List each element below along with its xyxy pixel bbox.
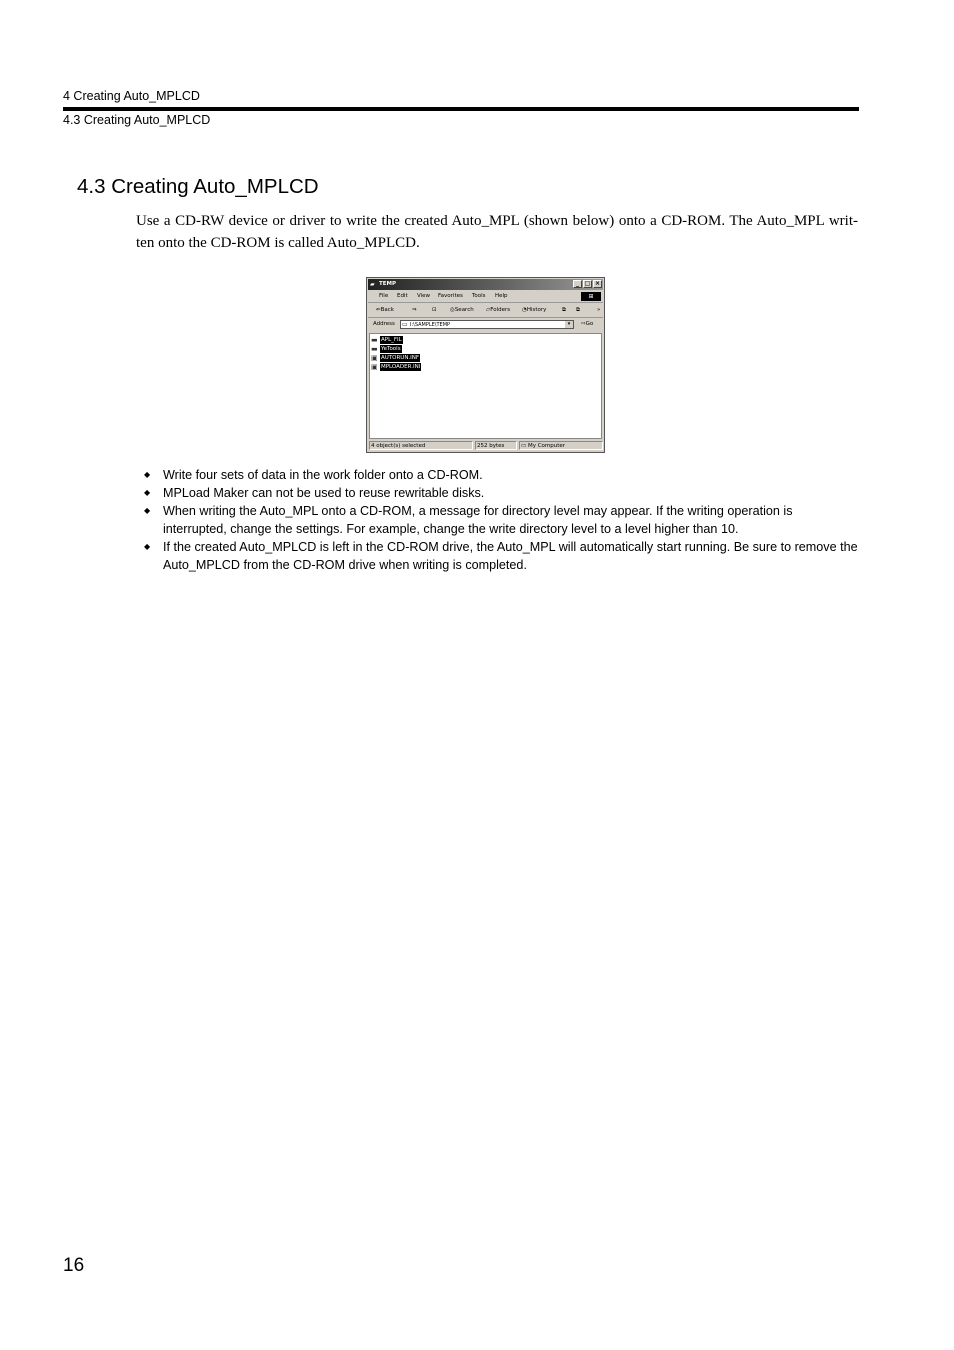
status-size: 252 bytes <box>475 441 517 450</box>
running-head-section: 4.3 Creating Auto_MPLCD <box>63 113 211 127</box>
file-name: AUTORUN.INF <box>381 355 420 361</box>
status-location <box>519 441 603 450</box>
search-label: Search <box>454 307 474 313</box>
folder-icon: ▰ <box>370 281 375 288</box>
folders-icon: ▱ <box>486 307 491 313</box>
copy-to-icon[interactable]: ⧉ <box>576 307 580 313</box>
more-button[interactable]: » <box>597 307 601 313</box>
close-button[interactable]: × <box>594 280 601 287</box>
history-button[interactable] <box>522 307 546 313</box>
search-button[interactable] <box>450 307 474 313</box>
menu-favorites[interactable]: Favorites <box>438 293 463 299</box>
dropdown-arrow-icon[interactable]: ▾ <box>565 321 573 328</box>
settings-file-icon: ▣ <box>371 363 378 371</box>
go-label: Go <box>585 321 594 327</box>
address-label: Address <box>373 321 395 327</box>
bullet-icon: ◆ <box>144 470 151 479</box>
status-selected: 4 object(s) selected <box>369 441 473 450</box>
file-name: APL_FIL <box>381 337 402 343</box>
title-bar <box>368 279 603 290</box>
menu-view[interactable]: View <box>417 293 431 299</box>
list-item <box>144 502 859 538</box>
list-item[interactable] <box>371 336 403 344</box>
header-rule <box>63 107 859 111</box>
forward-button[interactable]: ⇒ <box>412 307 417 313</box>
list-item <box>144 538 859 574</box>
folder-icon: ▭ <box>402 321 408 328</box>
menu-file[interactable]: File <box>379 293 389 299</box>
list-item[interactable] <box>371 354 420 362</box>
settings-file-icon: ▣ <box>371 354 378 362</box>
note-text: MPLoad Maker can not be used to reuse rewritable disks. <box>163 486 485 500</box>
file-name: YeTools <box>381 346 401 352</box>
file-name: MPLOADER.INI <box>381 364 421 370</box>
menu-bar <box>368 291 603 303</box>
note-text: When writing the Auto_MPL onto a CD-ROM, a message for directory level may appear. If the writing operation is interrupted, change the settings. For example, change the write directory level to a level higher than 10. <box>163 504 793 536</box>
menu-edit[interactable]: Edit <box>397 293 408 299</box>
menu-tools[interactable]: Tools <box>472 293 486 299</box>
running-head-chapter: 4 Creating Auto_MPLCD <box>63 89 200 103</box>
computer-icon: ▭ <box>521 443 527 449</box>
page-number: 16 <box>63 1255 85 1276</box>
folders-label: Folders <box>490 307 511 313</box>
bullet-icon: ◆ <box>144 488 151 497</box>
toolbar <box>368 304 603 318</box>
notes-list <box>144 466 859 574</box>
windows-logo-icon: ⊞ <box>581 292 601 301</box>
status-bar <box>368 440 603 451</box>
address-value: I:\SAMPLE\TEMP <box>410 322 451 328</box>
search-icon: ◎ <box>450 307 455 313</box>
history-icon: ◔ <box>522 307 527 313</box>
history-label: History <box>526 307 547 313</box>
list-item[interactable] <box>371 345 402 353</box>
note-text: Write four sets of data in the work folder onto a CD-ROM. <box>163 468 483 482</box>
bullet-icon: ◆ <box>144 506 151 515</box>
section-title: 4.3 Creating Auto_MPLCD <box>77 175 319 198</box>
explorer-screenshot <box>366 277 605 453</box>
window-title: TEMP <box>379 281 397 287</box>
window-buttons <box>573 280 602 288</box>
go-arrow-icon: ⇨ <box>581 321 586 327</box>
folder-icon: ▬ <box>371 336 378 344</box>
intro-paragraph: Use a CD-RW device or driver to write the created Auto_MPL (shown below) onto a CD-ROM. The Auto_MPL writ- ten onto the CD-ROM is called Auto_MPLCD. <box>136 213 858 251</box>
back-button[interactable]: ⇐Back <box>376 307 394 313</box>
file-list <box>369 333 602 439</box>
folder-icon: ▬ <box>371 345 378 353</box>
go-button[interactable] <box>581 321 593 327</box>
menu-help[interactable]: Help <box>495 293 508 299</box>
up-button[interactable]: ⊡ <box>432 307 437 313</box>
move-to-icon[interactable]: ⧉ <box>562 307 566 313</box>
list-item[interactable] <box>371 363 421 371</box>
bullet-icon: ◆ <box>144 542 151 551</box>
list-item <box>144 466 859 484</box>
folders-button[interactable] <box>486 307 510 313</box>
minimize-button[interactable]: _ <box>573 280 582 288</box>
note-text: If the created Auto_MPLCD is left in the CD-ROM drive, the Auto_MPL will automatically start running. Be sure to remove the Auto_MPLCD from the CD-ROM drive when writing is completed. <box>163 540 858 572</box>
location-label: My Computer <box>527 443 566 449</box>
address-bar <box>368 318 603 331</box>
maximize-button[interactable]: □ <box>584 280 591 287</box>
list-item <box>144 484 859 502</box>
address-input[interactable] <box>400 320 574 329</box>
